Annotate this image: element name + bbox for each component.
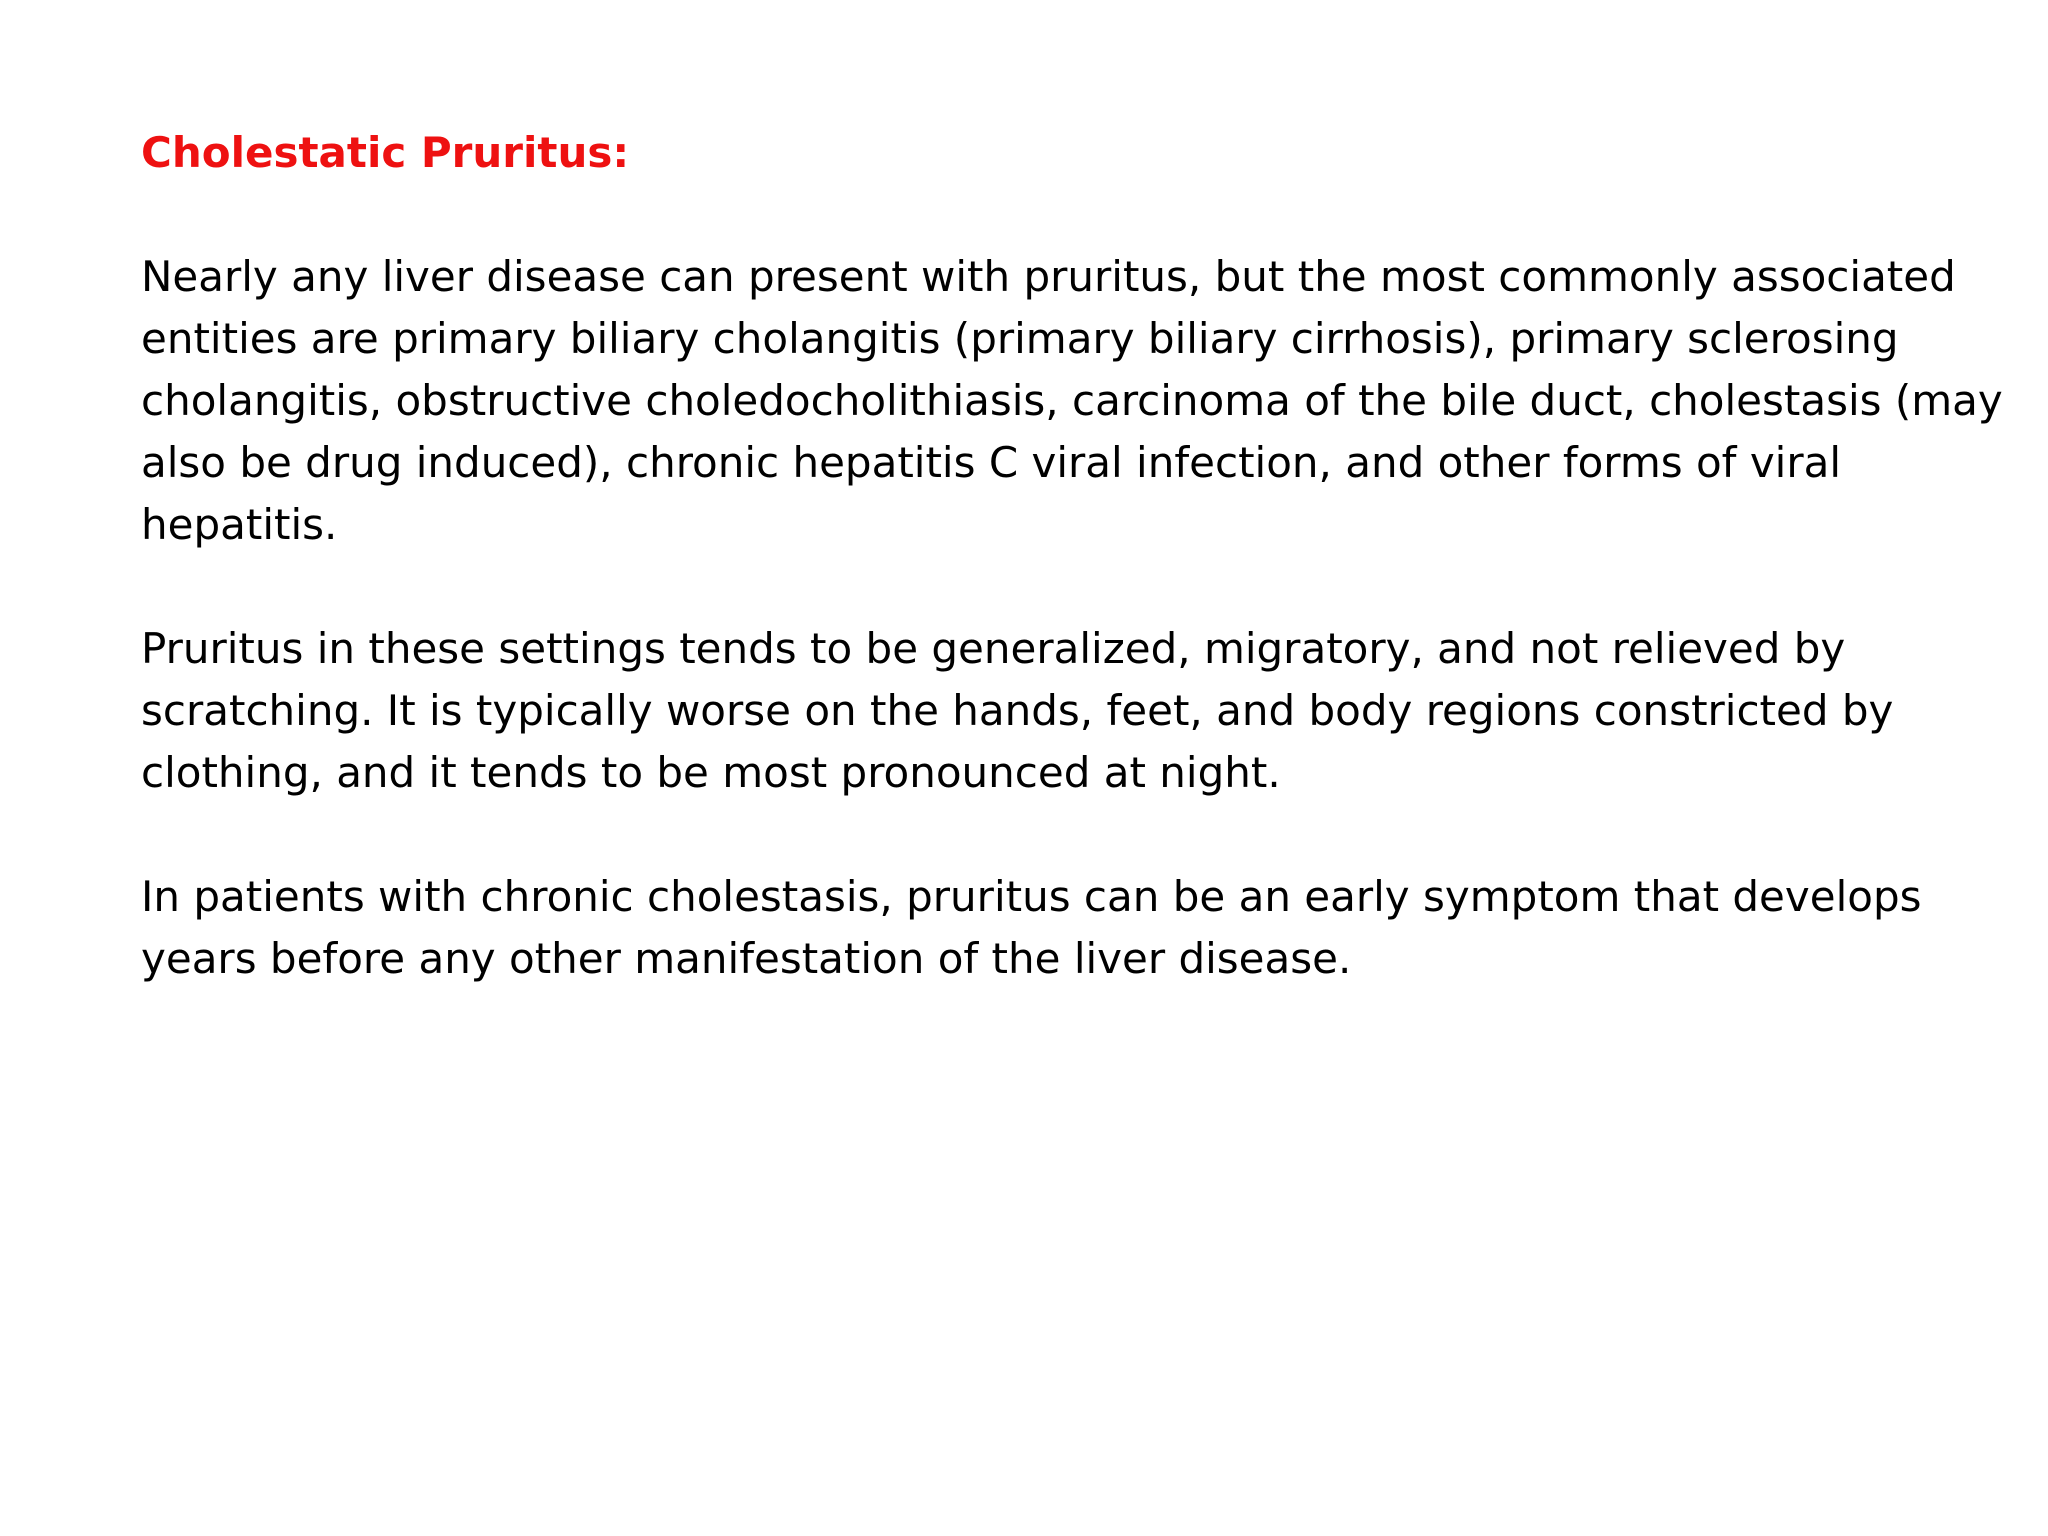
- paragraph-pruritus-characteristics: Pruritus in these settings tends to be generalized, migratory, and not relieved by scratching. It is typically worse on the hands, feet, and body regions constricted by clothing, and it tends to be most pronounced at night.: [141, 624, 1894, 797]
- paragraph-liver-diseases: Nearly any liver disease can present with pruritus, but the most commonly associated entities are primary biliary cholangitis (primary biliary cirrhosis), primary sclerosing cholangitis, obstructive choledocholithiasis, carcinoma of the bile duct, cholestasis (may also be drug induced), chronic hepatitis C viral infection, and other forms of viral hepatitis.: [141, 252, 2003, 549]
- slide-content: [141, 122, 2011, 990]
- paragraph-early-symptom: In patients with chronic cholestasis, pruritus can be an early symptom that develops years before any other manifestation of the liver disease.: [141, 872, 1922, 983]
- slide-heading: Cholestatic Pruritus:: [141, 128, 630, 177]
